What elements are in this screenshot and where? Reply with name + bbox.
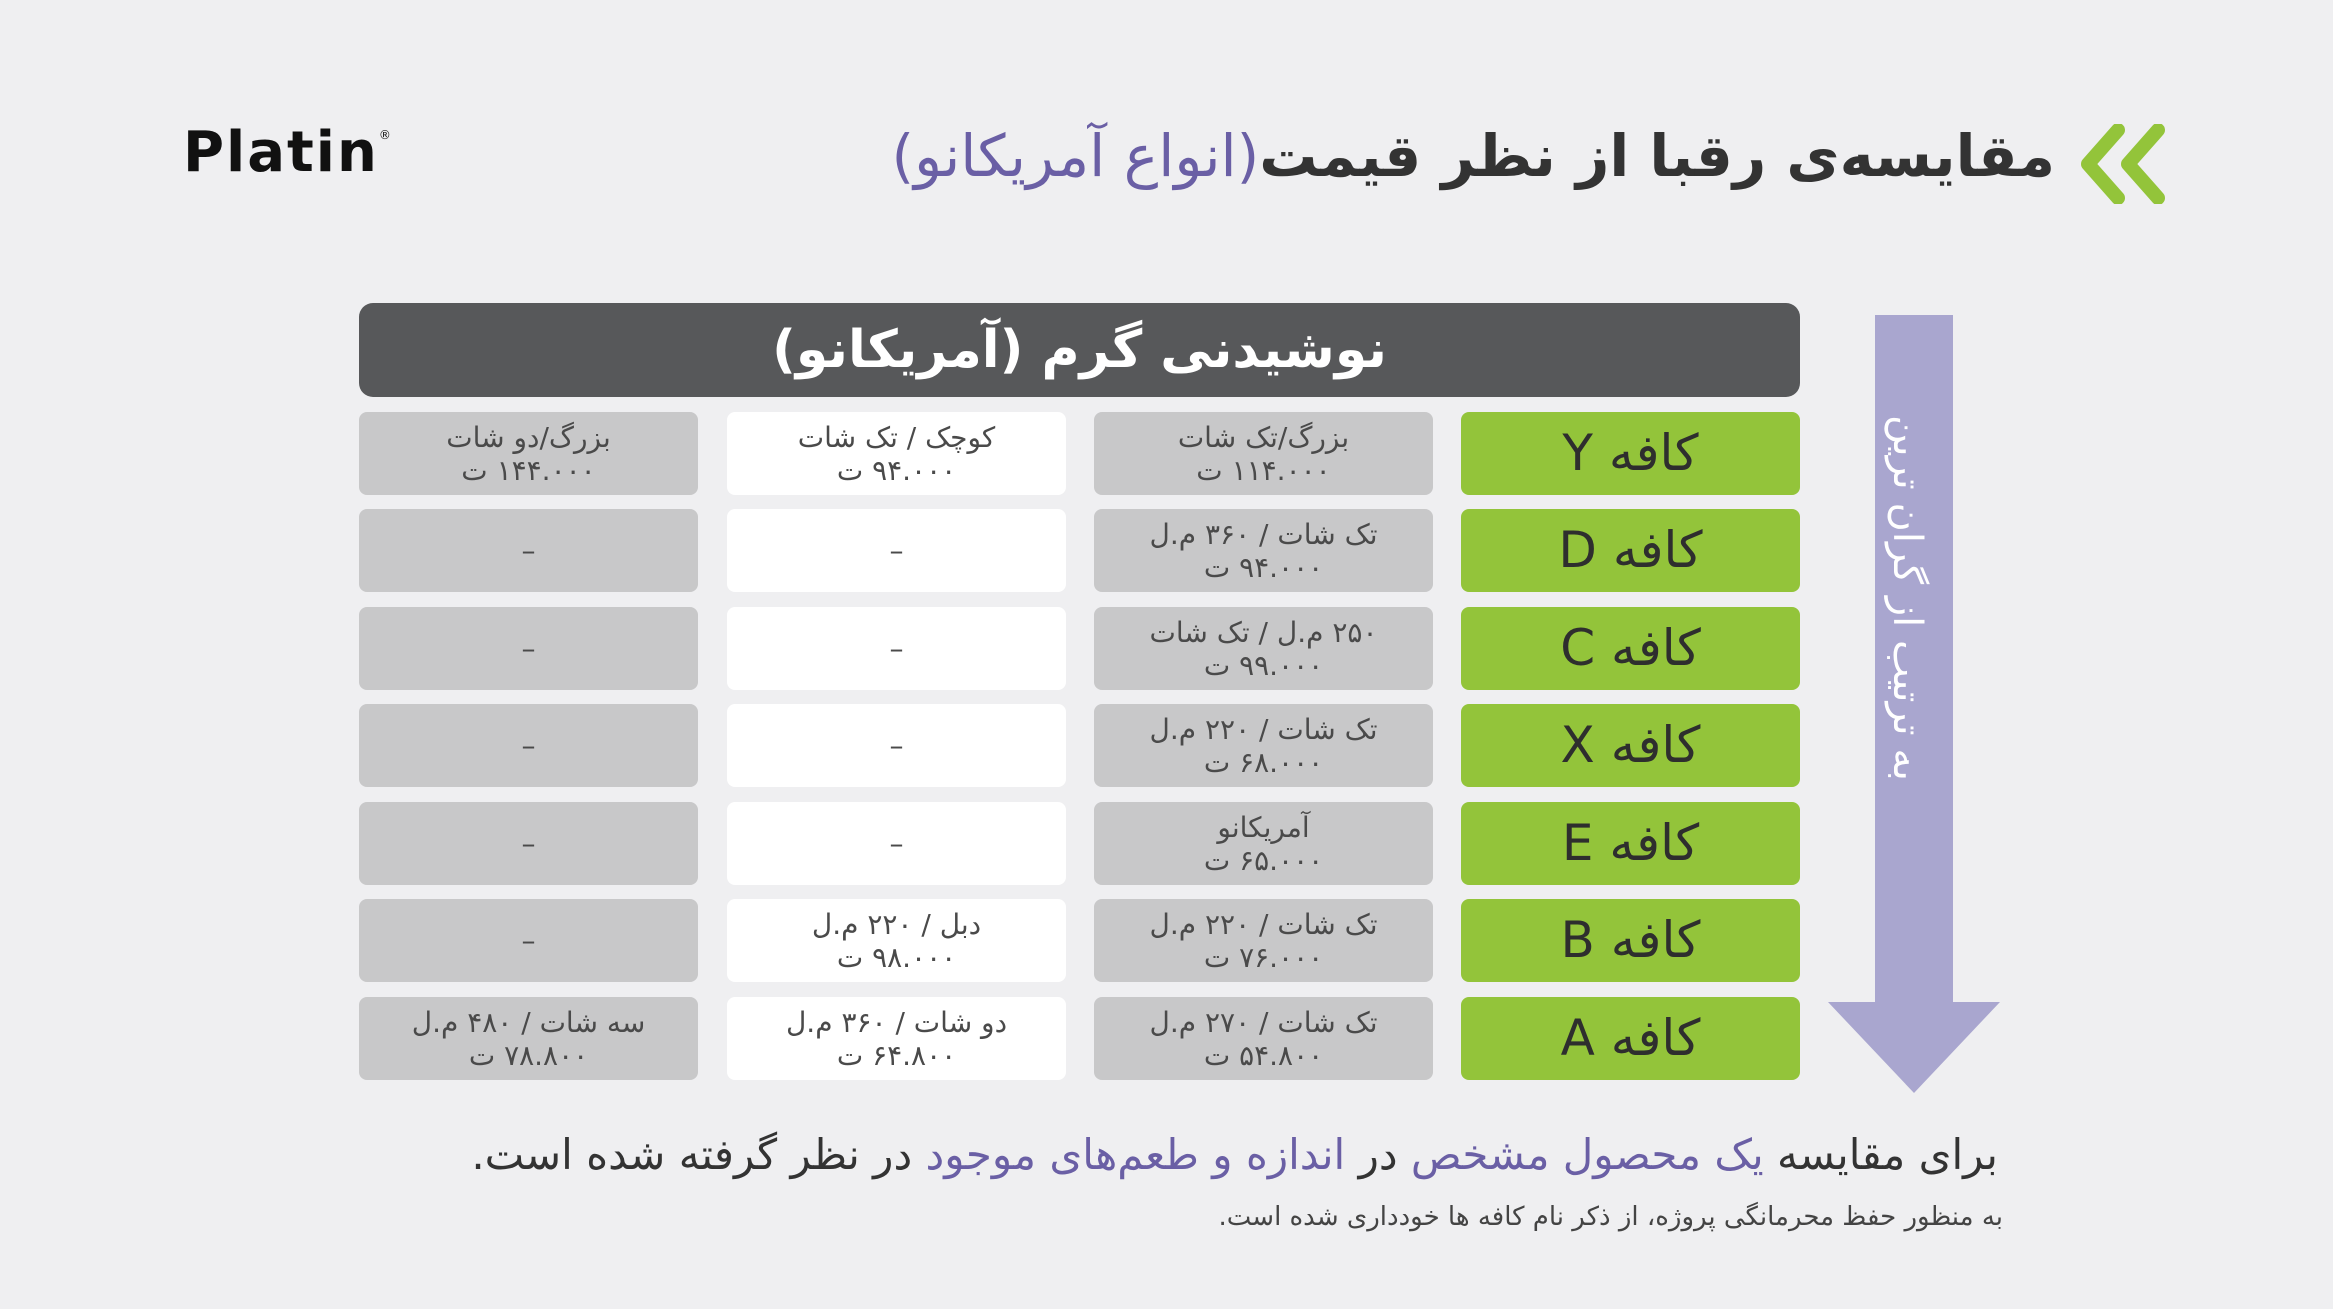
price-cell bbox=[1094, 997, 1433, 1080]
page-title bbox=[892, 122, 2056, 190]
size-label: بزرگ/دو شات bbox=[446, 420, 611, 454]
price-cell bbox=[727, 412, 1066, 495]
price-label: ۷۸.۸۰۰ ت bbox=[468, 1038, 589, 1072]
size-label: – bbox=[521, 729, 536, 762]
price-cell bbox=[1094, 412, 1433, 495]
size-label: – bbox=[521, 827, 536, 860]
size-label: – bbox=[889, 729, 904, 762]
size-label: – bbox=[889, 534, 904, 567]
size-label: تک شات / ۲۷۰ م.ل bbox=[1149, 1005, 1378, 1039]
price-label: ۶۴.۸۰۰ ت bbox=[836, 1038, 957, 1072]
size-label: ۲۵۰ م.ل / تک شات bbox=[1149, 615, 1378, 649]
size-label: بزرگ/تک شات bbox=[1177, 420, 1350, 454]
price-label: ۹۴.۰۰۰ ت bbox=[1203, 550, 1324, 584]
size-label: – bbox=[521, 924, 536, 957]
price-cell bbox=[1094, 607, 1433, 690]
size-label: تک شات / ۳۶۰ م.ل bbox=[1149, 517, 1378, 551]
size-label: – bbox=[521, 534, 536, 567]
price-cell bbox=[359, 412, 698, 495]
cafe-name-cell: کافه C bbox=[1461, 607, 1800, 690]
price-cell bbox=[727, 607, 1066, 690]
price-label: ۵۴.۸۰۰ ت bbox=[1203, 1038, 1324, 1072]
title-main: مقایسه‌ی رقبا از نظر قیمت bbox=[1259, 122, 2055, 190]
price-label: ۹۹.۰۰۰ ت bbox=[1203, 648, 1324, 682]
size-label: – bbox=[889, 827, 904, 860]
price-cell bbox=[1094, 704, 1433, 787]
cafe-name-cell: کافه B bbox=[1461, 899, 1800, 982]
price-cell bbox=[359, 509, 698, 592]
double-chevron-left-icon bbox=[2080, 124, 2170, 204]
price-cell bbox=[359, 997, 698, 1080]
table-header: نوشیدنی گرم (آمریکانو) bbox=[359, 303, 1800, 397]
size-label: – bbox=[889, 632, 904, 665]
size-label: دبل / ۲۲۰ م.ل bbox=[811, 907, 982, 941]
cafe-name-cell: کافه E bbox=[1461, 802, 1800, 885]
size-label: کوچک / تک شات bbox=[797, 420, 996, 454]
price-label: ۹۸.۰۰۰ ت bbox=[836, 940, 957, 974]
size-label: آمریکانو bbox=[1217, 810, 1310, 844]
arrow-label: به ترتیب از گران ترین bbox=[1884, 415, 1930, 781]
size-label: – bbox=[521, 632, 536, 665]
price-cell bbox=[727, 997, 1066, 1080]
price-cell bbox=[1094, 509, 1433, 592]
price-cell bbox=[727, 899, 1066, 982]
price-cell bbox=[1094, 899, 1433, 982]
size-label: تک شات / ۲۲۰ م.ل bbox=[1149, 907, 1378, 941]
cafe-name-cell: کافه A bbox=[1461, 997, 1800, 1080]
price-cell bbox=[1094, 802, 1433, 885]
cafe-name-cell: کافه Y bbox=[1461, 412, 1800, 495]
cafe-name-cell: کافه X bbox=[1461, 704, 1800, 787]
price-label: ۱۱۴.۰۰۰ ت bbox=[1196, 453, 1331, 487]
size-label: دو شات / ۳۶۰ م.ل bbox=[785, 1005, 1008, 1039]
footnote: به منظور حفظ محرمانگی پروژه، از ذکر نام کافه ها خودداری شده است. bbox=[1218, 1202, 2003, 1232]
price-cell bbox=[727, 802, 1066, 885]
platin-logo: Platin® bbox=[183, 120, 393, 185]
price-label: ۶۵.۰۰۰ ت bbox=[1203, 843, 1324, 877]
price-cell bbox=[727, 509, 1066, 592]
price-cell bbox=[727, 704, 1066, 787]
size-label: تک شات / ۲۲۰ م.ل bbox=[1149, 712, 1378, 746]
price-cell bbox=[359, 899, 698, 982]
price-label: ۹۴.۰۰۰ ت bbox=[836, 453, 957, 487]
price-label: ۱۴۴.۰۰۰ ت bbox=[461, 453, 596, 487]
price-cell bbox=[359, 607, 698, 690]
price-label: ۶۸.۰۰۰ ت bbox=[1203, 745, 1324, 779]
title-accent: (انواع آمریکانو) bbox=[891, 122, 1260, 190]
price-label: ۷۶.۰۰۰ ت bbox=[1203, 940, 1324, 974]
size-label: سه شات / ۴۸۰ م.ل bbox=[411, 1005, 646, 1039]
comparison-note: برای مقایسه یک محصول مشخص در اندازه و طعم‌های موجود در نظر گرفته شده است. bbox=[471, 1130, 1998, 1179]
price-cell bbox=[359, 704, 698, 787]
cafe-name-cell: کافه D bbox=[1461, 509, 1800, 592]
price-cell bbox=[359, 802, 698, 885]
